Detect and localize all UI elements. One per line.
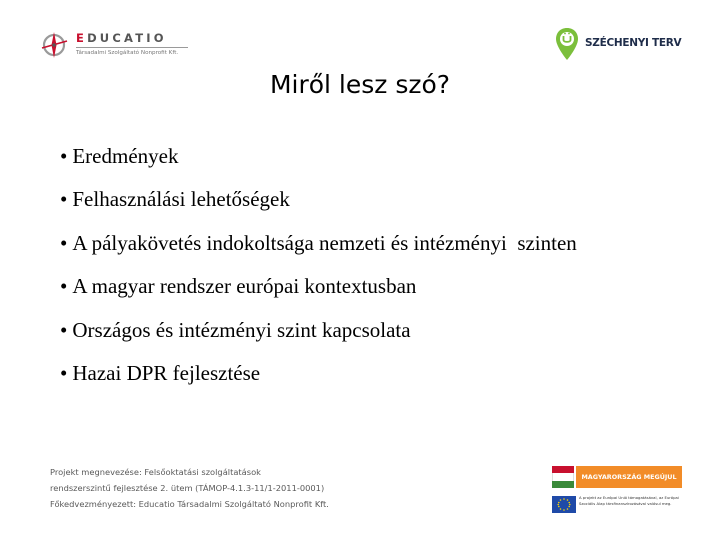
bullet-text: Hazai DPR fejlesztése <box>72 360 261 385</box>
magyarorszag-megujul-badge <box>552 466 682 488</box>
educatio-wordmark-initial: E <box>76 31 88 45</box>
educatio-wordmark: EDUCATIO <box>76 31 167 45</box>
educatio-subtitle: Társadalmi Szolgáltató Nonprofit Kft. <box>76 50 179 56</box>
project-name-line: Projekt megnevezése: Felsőoktatási szolgáltatások <box>50 467 261 477</box>
bullet-item <box>60 223 577 266</box>
hungarian-flag-icon <box>552 466 574 488</box>
bullet-text: A magyar rendszer európai kontextusban <box>72 274 417 299</box>
eu-flag-icon <box>552 496 576 513</box>
project-info <box>50 464 329 512</box>
bullet-text: Országos és intézményi szint kapcsolata <box>72 317 411 342</box>
bullet-dot: • <box>60 187 68 212</box>
bullet-item <box>60 136 577 179</box>
bullet-item <box>60 179 577 222</box>
magyarorszag-megujul-label: MAGYARORSZÁG MEGÚJUL <box>576 466 682 488</box>
bullet-text: A pályakövetés indokoltsága nemzeti és intézményi szinten <box>72 230 577 255</box>
bullet-dot: • <box>60 144 68 168</box>
bullet-dot: • <box>60 317 68 342</box>
project-phase-line: rendszerszintű fejlesztése 2. ütem (TÁMOP-4.1.3-11/1-2011-0001) <box>50 483 325 493</box>
bullet-item <box>60 310 577 353</box>
szechenyi-terv-logo <box>555 27 695 67</box>
bullet-dot: • <box>60 360 68 385</box>
bullet-text: Eredmények <box>72 144 179 168</box>
eu-support-text <box>579 495 679 506</box>
szechenyi-terv-wordmark: SZÉCHENYI TERV <box>585 37 682 49</box>
bullet-dot: • <box>60 274 68 299</box>
bullet-list <box>60 136 577 396</box>
slide-title: Miről lesz szó? <box>269 70 451 99</box>
bullet-text: Felhasználási lehetőségek <box>72 187 290 212</box>
compass-icon <box>40 28 70 62</box>
bullet-dot: • <box>60 230 68 255</box>
szechenyi-pin-icon <box>555 27 579 61</box>
eu-support-badge <box>552 494 692 518</box>
educatio-logo <box>40 28 210 64</box>
logo-divider <box>76 47 188 48</box>
eu-support-line: Szociális Alap társfinanszírozásával valósul meg. <box>579 500 672 506</box>
bullet-item <box>60 353 577 396</box>
eu-support-line: A projekt az Európai Unió támogatásával, az Európai <box>579 495 679 500</box>
beneficiary-line: Főkedvezményezett: Educatio Társadalmi Szolgáltató Nonprofit Kft. <box>50 499 329 509</box>
bullet-item <box>60 266 577 309</box>
